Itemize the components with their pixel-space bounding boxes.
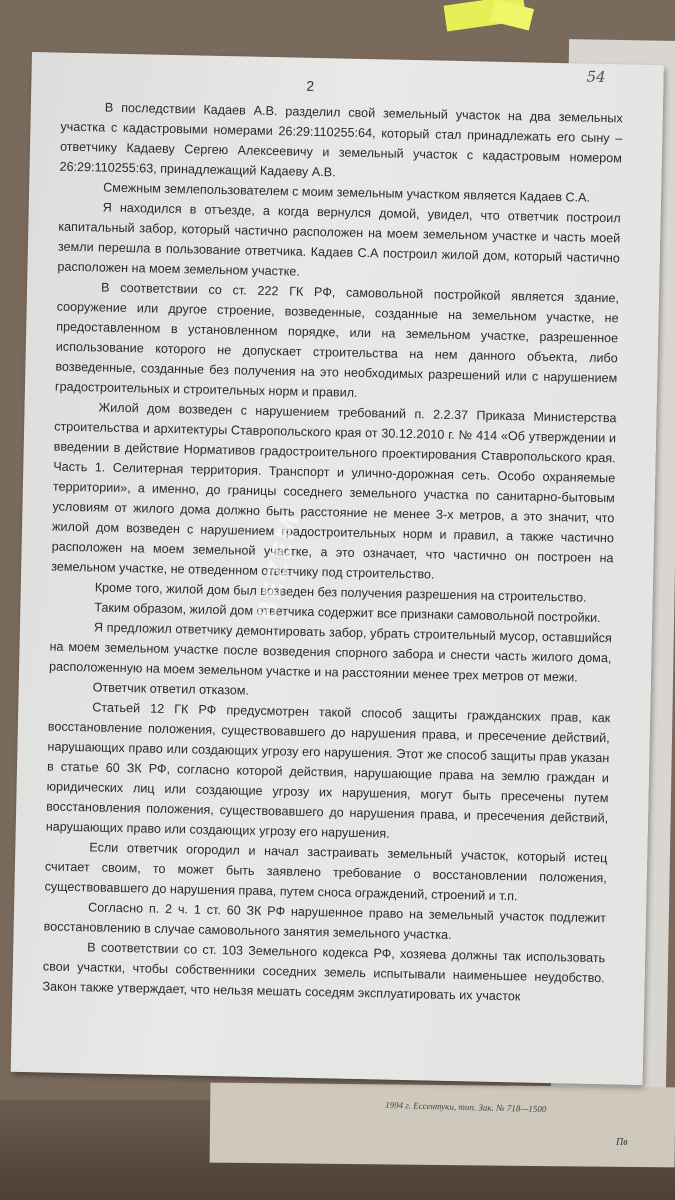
watermark: BEZEM: [252, 509, 307, 624]
paragraph: Жилой дом возведен с нарушением требований п. 2.2.37 Приказа Министерства строительства и архитектуры Ставропольского края от 30.12.2010 г. № 414 «Об утверждении и введении в действие Нормативов градостроительного проектирования Ставропольского края. Часть 1. Селитерная территория. Транспорт и улично-дорожная сеть. Особо охраняемые территории», а именно, до границы соседнего земельного участка по санитарно-бытовым условиям от жилого дома должно быть расстояние не менее 3-х метров, а это значит, что жилой дом возведен с нарушением градостроительных норм и правил, а также частично расположен на моем земельной участке, а это означает, что частично он построен на земельном участке, не отведенном ответчику под строительство.: [51, 400, 617, 582]
paragraph: Ответчик ответил отказом.: [92, 680, 250, 698]
paragraph: Если ответчик огородил и начал застраивать земельный участок, который истец считает своим, то может быть заявлено требование о восстановлении положения, существовавшего до нарушения права, путем сноса ограждений, строений и т.п.: [44, 840, 608, 904]
paragraph: Кроме того, жилой дом был возведен без получения разрешения на строительство.: [94, 580, 587, 605]
paragraph: В соответствии со ст. 103 Земельного кодекса РФ, хозяева должны так использовать свои участки, чтобы собственники соседних земель испытывали наименьшее неудобство. Закон также утверждает, что нельзя мешать соседям эксплуатировать их участок: [42, 940, 606, 1004]
paragraph: Я предложил ответчику демонтировать забор, убрать строительный мусор, оставшийся на моем земельном участке после возведения спорного забора и снести часть жилого дома, расположенную на моем земельном участке и на расстоянии менее трех метров от межи.: [48, 620, 612, 685]
page-number: 2: [306, 77, 315, 94]
paragraph: В последствии Кадаев А.В. разделил свой земельный участок на два земельных участка с кадастровыми номерами 26:29:110255:64, который стал принадлежать его сыну – ответчику Кадаеву Сергею Алексеевичу и земельный участок с кадастровым номером 26:29:110255:63, принадлежащий Кадаеву А.В.: [59, 100, 623, 180]
document-page: [11, 52, 664, 1085]
paragraph: Статьей 12 ГК РФ предусмотрен такой способ защиты гражданских прав, как восстановление положения, существовавшего до нарушения права, и пресечение действий, нарушающих право или создающих угрозу его нарушения. Этот же способ защиты прав указан в статье 60 ЗК РФ, согласно которой действия, нарушающие права на землю граждан и юридических лиц или создающие угрозу их нарушения, могут быть пресечены путем восстановления положения, существовавшего до нарушения права, и пресечения действий, нарушающих право или создающих угрозу его нарушения.: [45, 700, 611, 841]
paragraph: Таким образом, жилой дом ответчика содержит все признаки самовольной постройки.: [94, 600, 601, 626]
document-body: [42, 97, 623, 1009]
paragraph: Я находился в отъезде, а когда вернулся домой, увидел, что ответчик построил капитальный забор, который частично расположен на моем земельном участке и часть моей земли перешла в пользование ответчика. Кадаев С.А построил жилой дом, который частично расположен на моем земельном участке.: [57, 200, 621, 279]
paragraph: Смежным землепользователем с моим земельным участком является Кадаев С.А.: [103, 180, 591, 205]
underlying-form: [210, 1083, 675, 1168]
printer-imprint: 1994 г. Ессентуки, тип. Зак. № 718—1500: [384, 1099, 547, 1115]
printer-imprint-code: Пв: [616, 1137, 628, 1148]
handwritten-sheet-number: 54: [586, 67, 606, 87]
paragraph: Согласно п. 2 ч. 1 ст. 60 ЗК РФ нарушенное право на земельный участок подлежит восстановлению в случае самовольного занятия земельного участка.: [43, 900, 607, 942]
paragraph: В соответствии со ст. 222 ГК РФ, самовольной постройкой является здание, сооружение или другое строение, возведенные, созданные на земельном участке, не предоставленном в установленном порядке, или на земельном участке, разрешенное использование которого не допускает строительства на нем данного объекта, либо возведенные, созданные без получения на это необходимых разрешений или с нарушением градостроительных и строительных норм и правил.: [54, 280, 620, 400]
sticky-note-secondary: [490, 0, 534, 31]
